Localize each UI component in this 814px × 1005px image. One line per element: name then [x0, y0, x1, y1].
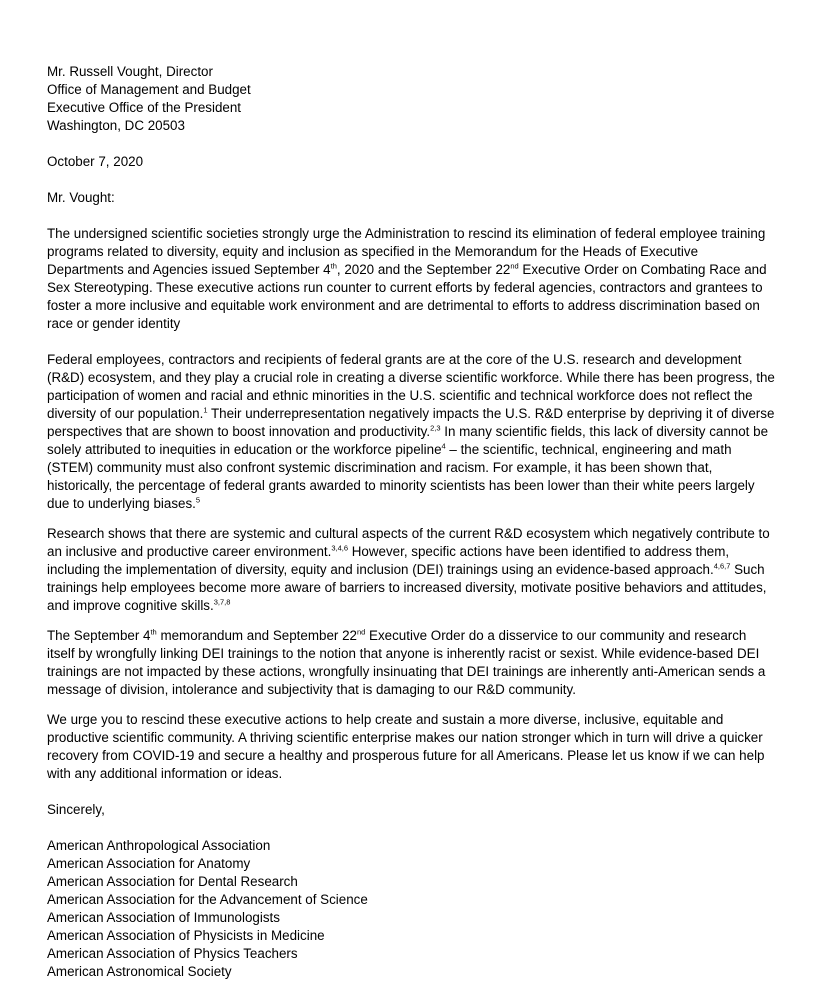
- text-run: memorandum and September 22: [156, 628, 357, 643]
- signatory: American Association of Immunologists: [47, 910, 280, 925]
- address-line: Washington, DC 20503: [47, 118, 185, 133]
- paragraph-3: [47, 525, 775, 615]
- text-run: Research shows that there are systemic and cultural aspects of the current R&D ecosystem which negatively contribute to an inclusive and productive career environment.: [47, 526, 770, 559]
- closing: Sincerely,: [47, 802, 105, 817]
- paragraph-5: We urge you to rescind these executive actions to help create and sustain a more diverse, inclusive, equitable and productive scientific community. A thriving scientific enterprise makes our nation stronger which in turn will drive a quicker recovery from COVID-19 and secure a healthy and prosperous future for all Americans. Please let us know if we can help with any additional information or ideas.: [47, 712, 765, 781]
- letter-body: [47, 63, 775, 981]
- recipient-address: [47, 63, 775, 135]
- address-line: Mr. Russell Vought, Director: [47, 64, 213, 79]
- superscript: nd: [356, 627, 366, 637]
- signatory-list: [47, 837, 775, 981]
- footnote-ref: 4: [441, 441, 446, 451]
- paragraph-2: [47, 351, 775, 513]
- signatory: American Astronomical Society: [47, 964, 232, 979]
- signatory: American Association of Physics Teachers: [47, 946, 298, 961]
- paragraph-1: [47, 225, 775, 333]
- text-run: The September 4: [47, 628, 151, 643]
- text-run: – the scientific, technical, engineering and math (STEM) community must also confront systemic discrimination and racism. For example, it has been shown that, historically, the percentage of federal grants awarded to minority scientists has been lower than their white peers largely due to underlying biases.: [47, 442, 755, 511]
- text-run: Executive Order on Combating Race and Sex Stereotyping. These executive actions run counter to current efforts by federal agencies, contractors and grantees to foster a more inclusive and equitable work environment and are detrimental to efforts to address discrimination based on race or gender identity: [47, 262, 767, 331]
- superscript: th: [330, 261, 337, 271]
- signatory: American Association for the Advancement of Science: [47, 892, 368, 907]
- text-run: In many scientific fields, this lack of diversity cannot be solely attributed to inequities in education or the workforce pipeline: [47, 424, 769, 457]
- text-run: , 2020 and the September 22: [336, 262, 511, 277]
- footnote-ref: 3,4,6: [331, 543, 349, 553]
- letter-date: October 7, 2020: [47, 154, 144, 169]
- text-run: However, specific actions have been identified to address them, including the implementation of diversity, equity and inclusion (DEI) trainings using an evidence-based approach.: [47, 544, 730, 577]
- footnote-ref: 4,6,7: [713, 561, 731, 571]
- footnote-ref: 2,3: [430, 423, 441, 433]
- text-run: The undersigned scientific societies strongly urge the Administration to rescind its elimination of federal employee training programs related to diversity, equity and inclusion as specified in the Memorandum for the Heads of Executive Departments and Agencies issued September 4: [47, 226, 766, 277]
- paragraph-4: [47, 627, 775, 699]
- address-line: Executive Office of the President: [47, 100, 242, 115]
- footnote-ref: 1: [203, 405, 208, 415]
- signatory: American Association for Dental Research: [47, 874, 298, 889]
- signatory: American Association of Physicists in Medicine: [47, 928, 325, 943]
- salutation: Mr. Vought:: [47, 190, 115, 205]
- text-run: Federal employees, contractors and recipients of federal grants are at the core of the U.S. research and development (R&D) ecosystem, and they play a crucial role in creating a diverse scientific workforce. While there has been progress, the participation of women and racial and ethnic minorities in the U.S. scientific and technical workforce does not reflect the diversity of our population.: [47, 352, 775, 421]
- signatory: American Anthropological Association: [47, 838, 271, 853]
- text-run: Their underrepresentation negatively impacts the U.S. R&D enterprise by depriving it of diverse perspectives that are shown to boost innovation and productivity.: [47, 406, 775, 439]
- text-run: Such trainings help employees become more aware of barriers to increased diversity, motivate positive behaviors and attitudes, and improve cognitive skills.: [47, 562, 767, 613]
- text-run: Executive Order do a disservice to our community and research itself by wrongfully linking DEI trainings to the notion that anyone is inherently racist or sexist. While evidence-based DEI trainings are not impacted by these actions, wrongfully insinuating that DEI trainings are inherently anti-American sends a message of division, intolerance and subjectivity that is damaging to our R&D community.: [47, 628, 766, 697]
- footnote-ref: 5: [195, 495, 201, 505]
- superscript: nd: [510, 261, 519, 271]
- superscript: th: [150, 627, 157, 637]
- signatory: American Association for Anatomy: [47, 856, 251, 871]
- address-line: Office of Management and Budget: [47, 82, 251, 97]
- footnote-ref: 3,7,8: [213, 597, 231, 607]
